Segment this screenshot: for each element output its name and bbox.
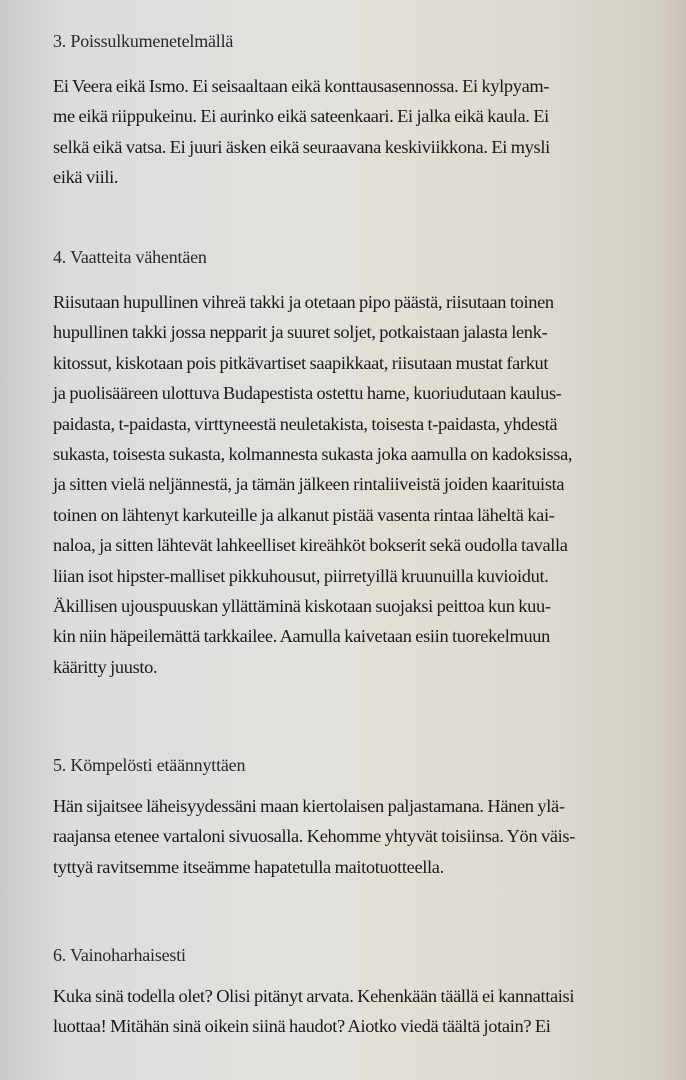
text-line: kin niin häpeilemättä tarkkailee. Aamulla kaivetaan esiin tuorekelmuun <box>53 626 550 647</box>
text-line: sukasta, toisesta sukasta, kolmannesta sukasta joka aamulla on kadoksissa, <box>53 444 573 465</box>
text-line: eikä viili. <box>53 167 119 188</box>
text-line: Kuka sinä todella olet? Olisi pitänyt arvata. Kehenkään täällä ei kannattaisi <box>53 986 575 1006</box>
section-heading: 4. Vaatteita vähentäen <box>53 247 207 267</box>
section-heading: 5. Kömpelösti etäännyttäen <box>53 755 246 775</box>
section-paragraph <box>53 71 633 193</box>
text-line: naloa, ja sitten lähtevät lahkeelliset kireähköt bokserit sekä oudolla tavalla <box>53 535 568 556</box>
section-6 <box>53 944 633 1042</box>
text-line: Hän sijaitsee läheisyydessäni maan kiertolaisen paljastamana. Hänen ylä- <box>53 796 565 816</box>
text-line: hupullinen takki jossa nepparit ja suuret soljet, potkaistaan jalasta lenk- <box>53 322 548 343</box>
section-heading: 3. Poissulkumenetelmällä <box>53 31 234 51</box>
text-line: Ei Veera eikä Ismo. Ei seisaaltaan eikä konttausasennossa. Ei kylpyam- <box>53 76 550 96</box>
text-line: Äkillisen ujouspuuskan yllättäminä kiskotaan suojaksi peittoa kun kuu- <box>53 596 551 617</box>
text-line: ja puolisääreen ulottuva Budapestista ostettu hame, kuoriudutaan kaulus- <box>53 383 562 404</box>
section-paragraph <box>53 981 633 1042</box>
text-line: ja sitten vielä neljännestä, ja tämän jälkeen rintaliiveistä joiden kaarituista <box>53 474 565 495</box>
text-line: liian isot hipster-malliset pikkuhousut, piirretyillä kruunuilla kuvioidut. <box>53 565 549 586</box>
section-paragraph <box>53 287 633 682</box>
text-line: kääritty juusto. <box>53 656 158 677</box>
section-5 <box>53 754 633 882</box>
text-line: luottaa! Mitähän sinä oikein siinä haudot? Aiotko viedä täältä jotain? Ei <box>53 1016 551 1037</box>
section-3 <box>53 30 633 193</box>
text-line: toinen on lähtenyt karkuteille ja alkanut pistää vasenta rintaa läheltä kai- <box>53 504 555 525</box>
text-line: tyttyä ravitsemme itseämme hapatetulla maitotuotteella. <box>53 856 444 877</box>
text-line: me eikä riippukeinu. Ei aurinko eikä sateenkaari. Ei jalka eikä kaula. Ei <box>53 106 549 127</box>
text-line: selkä eikä vatsa. Ei juuri äsken eikä seuraavana keskiviikkona. Ei mysli <box>53 136 550 157</box>
section-4 <box>53 246 633 682</box>
text-line: paidasta, t-paidasta, virttyneestä neuletakista, toisesta t-paidasta, yhdestä <box>53 413 558 434</box>
section-heading: 6. Vainoharhaisesti <box>53 945 186 965</box>
text-line: raajansa etenee vartaloni sivuosalla. Kehomme yhtyvät toisiinsa. Yön väis- <box>53 826 575 847</box>
text-line: Riisutaan hupullinen vihreä takki ja otetaan pipo päästä, riisutaan toinen <box>53 292 554 312</box>
section-paragraph <box>53 791 633 882</box>
text-line: kitossut, kiskotaan pois pitkävartiset saapikkaat, riisutaan mustat farkut <box>53 352 549 373</box>
